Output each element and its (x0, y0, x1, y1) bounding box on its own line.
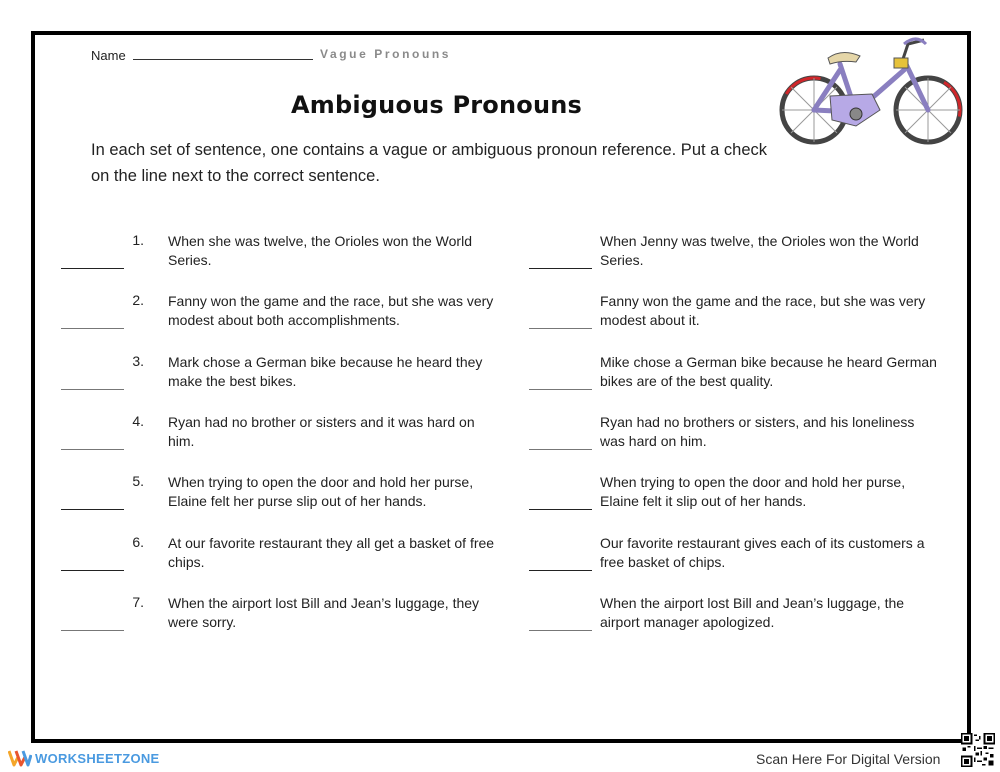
answer-line-right[interactable] (529, 570, 592, 571)
sentence-option-left: When she was twelve, the Orioles won the World Series. (168, 233, 472, 268)
answer-line-left[interactable] (61, 328, 124, 329)
bicycle-illustration (776, 30, 966, 152)
name-label: Name (91, 48, 126, 63)
sentence-option-left: Ryan had no brother or sisters and it was hard on him. (168, 414, 475, 449)
answer-line-right[interactable] (529, 389, 592, 390)
answer-line-left[interactable] (61, 268, 124, 269)
answer-line-right[interactable] (529, 268, 592, 269)
answer-line-left[interactable] (61, 389, 124, 390)
sentence-option-right: Fanny won the game and the race, but she was very modest about it. (600, 293, 926, 328)
answer-line-right[interactable] (529, 449, 592, 450)
answer-line-left[interactable] (61, 630, 124, 631)
sentence-option-right: Mike chose a German bike because he heard German bikes are of the best quality. (600, 354, 937, 389)
answer-line-left[interactable] (61, 570, 124, 571)
sentence-option-right: Ryan had no brothers or sisters, and his loneliness was hard on him. (600, 414, 915, 449)
item-number: 3. (132, 353, 144, 369)
item-number: 7. (132, 594, 144, 610)
sentence-option-right: When the airport lost Bill and Jean’s luggage, the airport manager apologized. (600, 595, 905, 630)
answer-line-right[interactable] (529, 630, 592, 631)
sentence-option-left: When the airport lost Bill and Jean’s luggage, they were sorry. (168, 595, 480, 630)
answer-line-right[interactable] (529, 328, 592, 329)
sentence-option-right: Our favorite restaurant gives each of its customers a free basket of chips. (600, 535, 925, 570)
item-number: 2. (132, 292, 144, 308)
sentence-option-right: When Jenny was twelve, the Orioles won the World Series. (600, 233, 919, 268)
answer-line-left[interactable] (61, 449, 124, 450)
sentence-option-right: When trying to open the door and hold her purse, Elaine felt it slip out of her hands. (600, 474, 906, 509)
sentence-option-left: Mark chose a German bike because he heard they make the best bikes. (168, 354, 483, 389)
sentence-option-left: At our favorite restaurant they all get a basket of free chips. (168, 535, 495, 570)
sentence-option-left: Fanny won the game and the race, but she was very modest about both accomplishments. (168, 293, 494, 328)
item-number: 6. (132, 534, 144, 550)
subject-label: Vague Pronouns (320, 47, 452, 61)
name-line[interactable] (133, 47, 313, 60)
worksheetzone-logo[interactable] (8, 749, 160, 767)
item-number: 5. (132, 473, 144, 489)
scan-instructions: Scan Here For Digital Version (756, 751, 941, 767)
qr-code-icon[interactable] (961, 733, 995, 767)
item-number: 4. (132, 413, 144, 429)
answer-line-right[interactable] (529, 509, 592, 510)
page-title: Ambiguous Pronouns (291, 91, 583, 119)
instructions: In each set of sentence, one contains a vague or ambiguous pronoun reference. Put a check on the line next to the correct sentence. (91, 141, 768, 185)
item-number: 1. (132, 232, 144, 248)
sentence-option-left: When trying to open the door and hold her purse, Elaine felt her purse slip out of her hands. (168, 474, 474, 509)
brand-name: WORKSHEETZONE (35, 750, 160, 766)
worksheetzone-logo-icon (8, 749, 32, 767)
name-field[interactable] (91, 47, 313, 63)
answer-line-left[interactable] (61, 509, 124, 510)
